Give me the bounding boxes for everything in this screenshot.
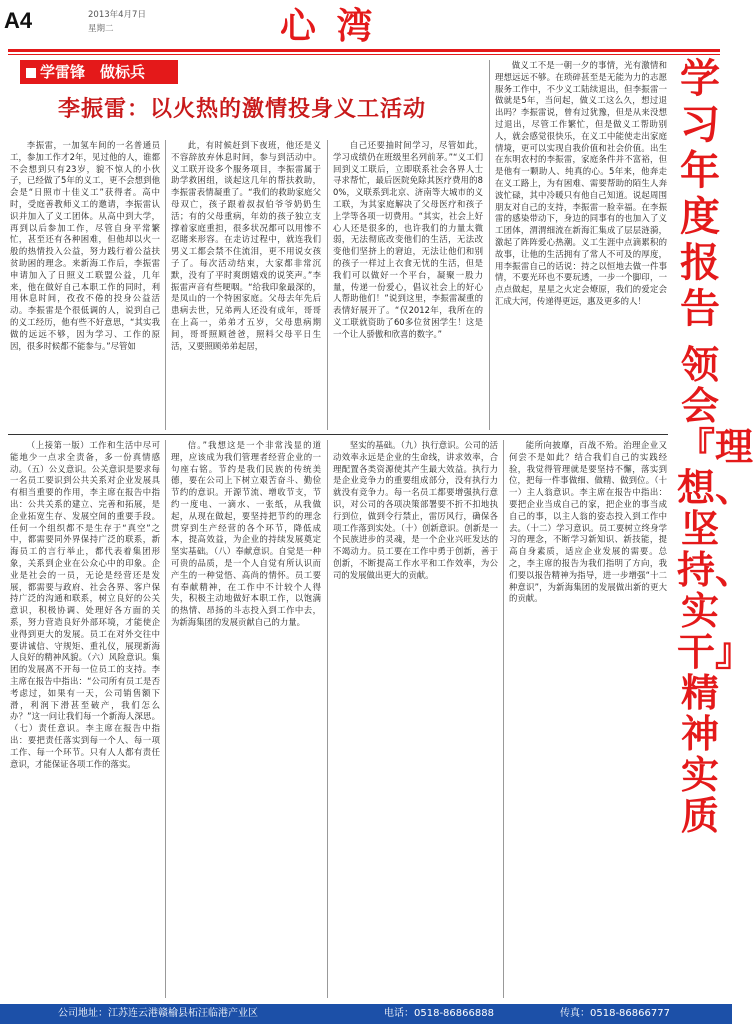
article-column-2 <box>171 440 321 998</box>
column-tag-label: 学雷锋 做标兵 <box>40 63 146 81</box>
article-column-3 <box>333 440 498 998</box>
column-divider <box>165 440 166 998</box>
issue-date <box>88 8 146 36</box>
intro-text-1: 李振雷，一加氢车间的一名普通员工，参加工作才2年，见过他的人，谁都不会想到只有23岁，貌不惊人的小伙子，已经做了5年的义工，更不会想到他会是“日照市十佳义工”获得者。高中时，受庭善教师义工的邀请，李振雷认识并加入了义工团体。从高中到大学，再到以后参加工作，尽管自身平常繁忙，甚至还有各种困难，但他却以火一般的热情投入公益，努力践行着公益扶贫助困的理念。来新海工作后，李振雷申请加入了日照义工联盟公益，几年来，他在做好自己本职工作的同时，利用休息时间，孜孜不倦的投身公益活动。李振雷是个很低调的人，说到自己的义工经历，他有些不好意思，“其实我做的远远不够，因为学习、工作的原因，很多时候都不能参与。”尽管如 <box>10 140 160 351</box>
intro-text-2: 此，有时候赶到下夜班，他还是义不容辞放弃休息时间，参与到活动中。义工联开设多个服务项目，李振雷属于助学救困组，谈起这几年的帮扶救助，李振雷表情凝重了。“我们的救助家庭父母双亡，孩子跟着叔叔伯爷爷奶奶生活；有的父母重病，年幼的孩子独立支撑着家庭重担，很多状况都可以用惨不忍睹来形容。在走访过程中，就连我们男义工都会禁不住流泪，更不用说女孩子了。每次活动结束，大家都非常沉默，没有了平时爽朗嬉戏的说笑声。”李振雷声音有些哽咽。“给我印象最深的，是凤山的一个特困家庭。父母去年先后患病去世，兄弟两人还没有成年，哥哥在上高一，弟弟才五岁，父母患病期间，哥哥照顾爸爸，照料父母平日生活，又要照顾弟弟起居， <box>171 140 321 351</box>
footer-address: 公司地址：江苏连云港赣榆县柘汪临港产业区 <box>58 1008 258 1019</box>
article-text-2: 信。”我想这是一个非常浅显的道理，应该成为我们管理者经营企业的一句座右铭。节约是我们民族的传统美德，要在公司上下树立艰苦奋斗、勤俭节约的意识。开源节流、增收节支，节约一度电、一滴水、一张纸，从我做起，从现在做起，要坚持把节约的理念贯穿到生产经营的各个环节，降低成本，提高效益，为企业的持续发展奠定坚实基础。（八）奉献意识。自觉是一种可贵的品质，是一个人自觉有所认识而产生的一种觉悟、高尚的情怀。员工要有奉献精神，在工作中不计较个人得失，积极主动地做好本职工作，以饱满的热情、昂扬的斗志投入到工作中去，为新海集团的发展贡献自己的力量。 <box>171 440 321 627</box>
intro-column-4 <box>495 60 667 430</box>
footer-fax: 传真：0518-86866777 <box>560 1008 670 1019</box>
banner-line-2: 领会『理想、坚持、实干』精神实质 <box>677 342 753 838</box>
article-column-1 <box>10 440 160 998</box>
vertical-banner <box>672 55 753 984</box>
intro-column-1 <box>10 140 160 430</box>
column-divider <box>503 440 504 998</box>
masthead-rule-thin <box>8 54 720 55</box>
page-number: A4 <box>4 8 33 33</box>
intro-column-2 <box>171 140 321 430</box>
masthead-rule <box>8 49 720 52</box>
masthead-title: 心 湾 <box>280 5 377 47</box>
article-text-4: 能所向披靡，百战不殆。治理企业又何尝不是如此？结合我们自己的实践经验，我觉得管理就是要坚持不懈，落实到位，把每一件事做细、做精、做到位。（十一）主人翁意识。李主席在报告中指出：要把企业当成自己的家，把企业的事当成自己的事，以主人翁的姿态投入到工作中去。（十二）学习意识。员工要树立终身学习的理念，不断学习新知识、新技能，提高自身素质，适应企业发展的需要。总之，李主席的报告为我们指明了方向，我们要以报告精神为指导，进一步增强“十二种意识”，为新海集团的发展做出新的更大的贡献。 <box>509 440 667 604</box>
intro-text-3: 自己还要抽时间学习，尽管如此，学习成绩仍在班级里名列前茅。”“义工们回到义工联后，立即联系社会各界人士寻求帮忙，最后医院免除其医疗费用的80%，义联系到北京、济南等大城市的义工联，为其家庭解决了父母医疗和孩子上学等各项一切费用。“其实，社会上好心人还是很多的，也许我们的力量太微弱，无法彻底改变他们的生活，无法改变他们坚挤上的窘迫，无法让他们和别的孩子一样过上衣食无忧的生活，但是我们可以做好一个平台，凝聚一股力量，传递一份爱心，倡议社会上的好心人帮助他们！”说到这里，李振雷凝重的表情好展开了。“仅2012年，我所在的义工联就资助了60多位贫困学生！这是一个让人骄傲和欣喜的数字。” <box>333 140 483 339</box>
column-divider <box>327 440 328 998</box>
square-icon <box>26 68 36 78</box>
column-divider <box>489 60 490 430</box>
banner-line-1: 学习年度报告 <box>680 55 720 332</box>
weekday-text: 星期二 <box>88 24 114 34</box>
intro-text-4: 做义工不是一朝一夕的事情，光有激情和理想远远不够。在琐碎甚至是无能为力的志愿服务工作中，不少义工陆续退出，但李振雷一做就是5年，当问起，做义工这么久，想过退出吗？李振雷说，曾有过犹豫，但是从来没想过退出，尽管工作繁忙，但是做义工帮助别人，就会感觉很快乐，在义工中能使走出家庭情境，更可以实现自我价值和社会价值。出生在东明农村的李振雷，家庭条件并不富裕，但是他有一颗助人、纯真的心。5年来，他奔走在义工路上，为有困难、需要帮助的陌生人奔波忙碌，其中冷暖只有他自己知道。说起周围朋友对自己的支持，李振雷一脸幸福。在李振雷的感染带动下，身边的同事有的也加入了义工团体，渭渭细流在新海汇集成了层层涟漪，激起了阵阵爱心热潮。义工生涯中点滴累积的故事，让他的生活拥有了常人不可及的厚度，用李振雷自己的话说：持之以恒地去做一件事情，不要光环也不要玩透，一步一个脚印，一点点做起，星星之火定会燎原，我们的爱定会汇成大河，传递得更远，惠及更多的人！ <box>495 60 667 306</box>
headline: 李振雷：以火热的激情投身义工活动 <box>58 96 427 122</box>
footer-phone: 电话：0518-86866888 <box>384 1008 494 1019</box>
article-text-3: 坚实的基础。（九）执行意识。公司的活动效率永远是企业的生命线，讲求效率，合理配置各类资源使其产生最大效益。执行力是企业竞争力的重要组成部分，没有执行力就没有竞争力。每一名员工都要增强执行意识，对公司的各项决策部署要不折不扣地执行到位，做到令行禁止，雷厉风行，确保各项工作落到实处。（十）创新意识。创新是一个民族进步的灵魂，是一个企业兴旺发达的不竭动力。员工要在工作中勇于创新，善于创新，不断提高工作水平和工作效率，为公司的发展做出更大的贡献。 <box>333 440 498 580</box>
column-divider <box>165 140 166 430</box>
intro-column-3 <box>333 140 483 430</box>
column-tag <box>20 60 178 84</box>
article-column-4 <box>509 440 667 998</box>
section-divider <box>8 434 668 435</box>
column-divider <box>327 140 328 430</box>
article-text-1: （上接第一版）工作和生活中尽可能地少一点求全责备，多一份真情感动。（五）公义意识。公关意识是要求每一名员工要识到公共关系对企业发展具有相当重要的作用，李主席在报告中指出：公共关系的建立、完善和拓展，是企业拓宽生存、发展空间的重要手段。任何一个组织都不是生存于“真空”之中，都需要同外界保持广泛的联系，新海员工的言行举止，都代表着集团形象，关系到企业在公众心中的印象。企业是社会的一员，无论是经营还是发展，都需要与政府、社会各界、客户保持广泛的沟通和联系，树立良好的公关意识，积极协调、处理好各方面的关系，努力营造良好外部环境，才能使企业得到更大的发展。员工在对外交往中要讲诚信、守规矩、重礼仪，展现新海人良好的精神风貌。（六）风险意识。集团的发展离不开每一位员工的支持。李主席在报告中指出：“公司所有员工是否考虑过，如果有一天，公司销售额下滑，利润下滑甚至破产，我们怎么办？”这一问让我们每一个新海人深思。（七）责任意识。李主席在报告中指出：要把责任落实到每一个人、每一项工作、每一个环节。只有人人都有责任意识，才能保证各项工作的落实。 <box>10 440 160 769</box>
date-text: 2013年4月7日 <box>88 10 146 20</box>
footer-bar <box>0 1004 732 1024</box>
